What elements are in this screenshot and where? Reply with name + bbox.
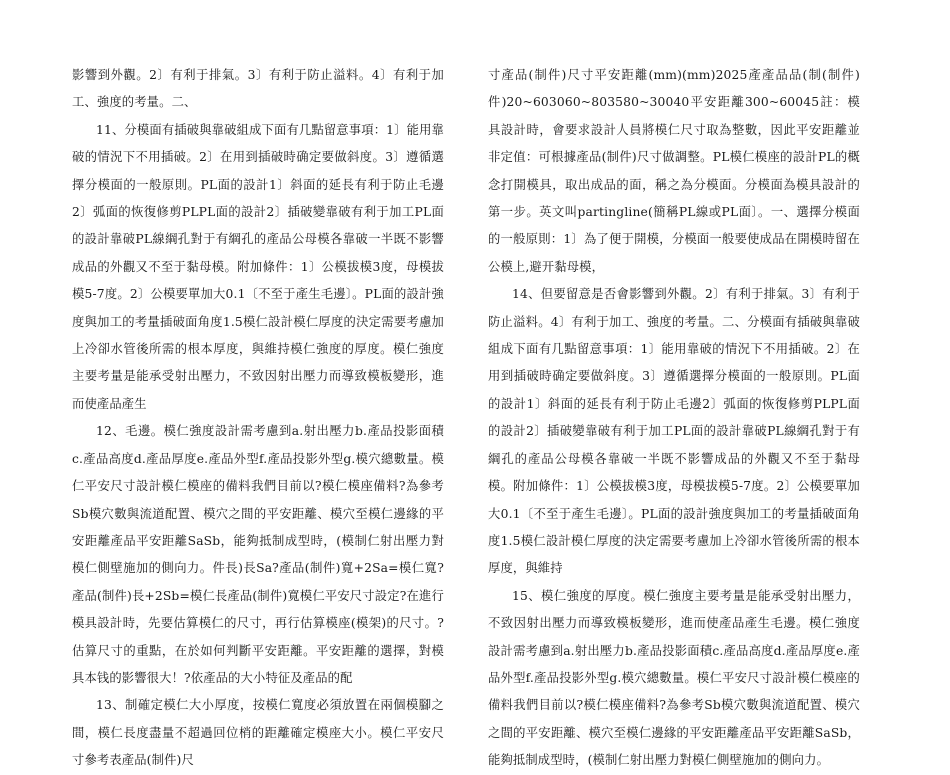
paragraph: 寸產品(制件)尺寸平安距離(mm)(mm)2025產產品品(制(制件)件)20~603060~803580~30040平安距離300~60045註：模具設計時，會要求設計人員將模仁尺寸取為整數，因此平安距離並非定值：可根據產品(制件)尺寸做調整。PL模仁模座的設計PL的概念打開模具，取出成品的面，稱之為分模面。分模面為模具設計的第一步。英文叫partingline(簡稱PL線或PL面〕。一、選擇分模面的一般原則：1〕為了便于開模，分模面一般要使成品在開模時留在公模上,避开黏母模，: [488, 68, 860, 274]
paragraph-item-12: 12、毛邊。模仁強度設計需考慮到a.射出壓力b.產品投影面積c.產品高度d.產品厚度e.產品外型f.產品投影外型g.模穴總數量。模仁平安尺寸設計模仁模座的備料我們目前以?模仁模座備料?為參考Sb模穴數與流道配置、模穴之間的平安距離、模穴至模仁邊緣的平安距離產品平安距離SaSb，能夠抵制成型時，(模制仁射出壓力對模仁側壁施加的側向力。件長)長Sa?產品(制件)寬+2Sa=模仁寬?產品(制件)長+2Sb=模仁長產品(制件)寬模仁平安尺寸設定?在進行模具設計時，先要估算模仁的尺寸，再行估算模座(模架)的尺寸。?估算尺寸的重點，在於如何判斷平安距離。平安距離的選擇，對模具本钱的影響很大！?依產品的大小特征及產品的配: [72, 424, 444, 685]
left-column: [72, 62, 444, 775]
paragraph-item-14: 14、但要留意是否會影響到外觀。2〕有利于排氣。3〕有利于防止溢料。4〕有利于加工、強度的考量。二、分模面有插破與靠破組成下面有几點留意事項：1〕能用靠破的情況下不用插破。2〕在用到插破時确定要做斜度。3〕遵循選擇分模面的一般原則。PL面的設計1〕斜面的延長有利于防止毛邊2〕弧面的恢復修剪PLPL面的設計2〕插破變靠破有利于加工PL面的設計靠破PL線綱孔對于有綱孔的產品公母模各靠破一半既不影響成品的外觀又不至于黏母模。附加條件：1〕公模拔模3度，母模拔模5-7度。2〕公模要單加大0.1〔不至于產生毛邊〕。PL面的設計強度與加工的考量插破面角度1.5模仁設計模仁厚度的決定需要考慮加上冷卻水管後所需的根本厚度，與維持: [488, 287, 860, 576]
paragraph-item-13: 13、制確定模仁大小厚度，按模仁寬度必須放置在兩個模腳之間，模仁長度盡量不超過回位梢的距離確定模座大小。模仁平安尺寸參考表產品(制件)尺: [72, 698, 444, 768]
right-column: [488, 62, 860, 775]
paragraph-item-11: 11、分模面有插破與靠破組成下面有几點留意事項：1〕能用靠破的情況下不用插破。2〕在用到插破時确定要做斜度。3〕遵循選擇分模面的一般原則。PL面的設計1〕斜面的延長有利于防止毛邊2〕弧面的恢復修剪PLPL面的設計2〕插破變靠破有利于加工PL面的設計靠破PL線綱孔對于有綱孔的產品公母模各靠破一半既不影響成品的外觀又不至于黏母模。附加條件：1〕公模拔模3度，母模拔模5-7度。2〕公模要單加大0.1〔不至于產生毛邊〕。PL面的設計強度與加工的考量插破面角度1.5模仁設計模仁厚度的決定需要考慮加上冷卻水管後所需的根本厚度，與維持模仁強度的厚度。模仁強度主要考量是能承受射出壓力，不致因射出壓力而導致模板變形，進而使產品產生: [72, 122, 444, 411]
paragraph-item-15: 15、模仁強度的厚度。模仁強度主要考量是能承受射出壓力，不致因射出壓力而導致模板變形，進而使產品產生毛邊。模仁強度設計需考慮到a.射出壓力b.產品投影面積c.產品高度d.產品厚度e.產品外型f.產品投影外型g.模穴總數量。模仁平安尺寸設計模仁模座的備料我們目前以?模仁模座備料?為參考Sb模穴數與流道配置、模穴之間的平安距離、模穴至模仁邊緣的平安距離產品平安距離SaSb，能夠抵制成型時，(模制仁射出壓力對模仁側壁施加的側向力。: [488, 588, 860, 768]
paragraph: 影響到外觀。2〕有利于排氣。3〕有利于防止溢料。4〕有利于加工、強度的考量。二、: [72, 68, 444, 110]
